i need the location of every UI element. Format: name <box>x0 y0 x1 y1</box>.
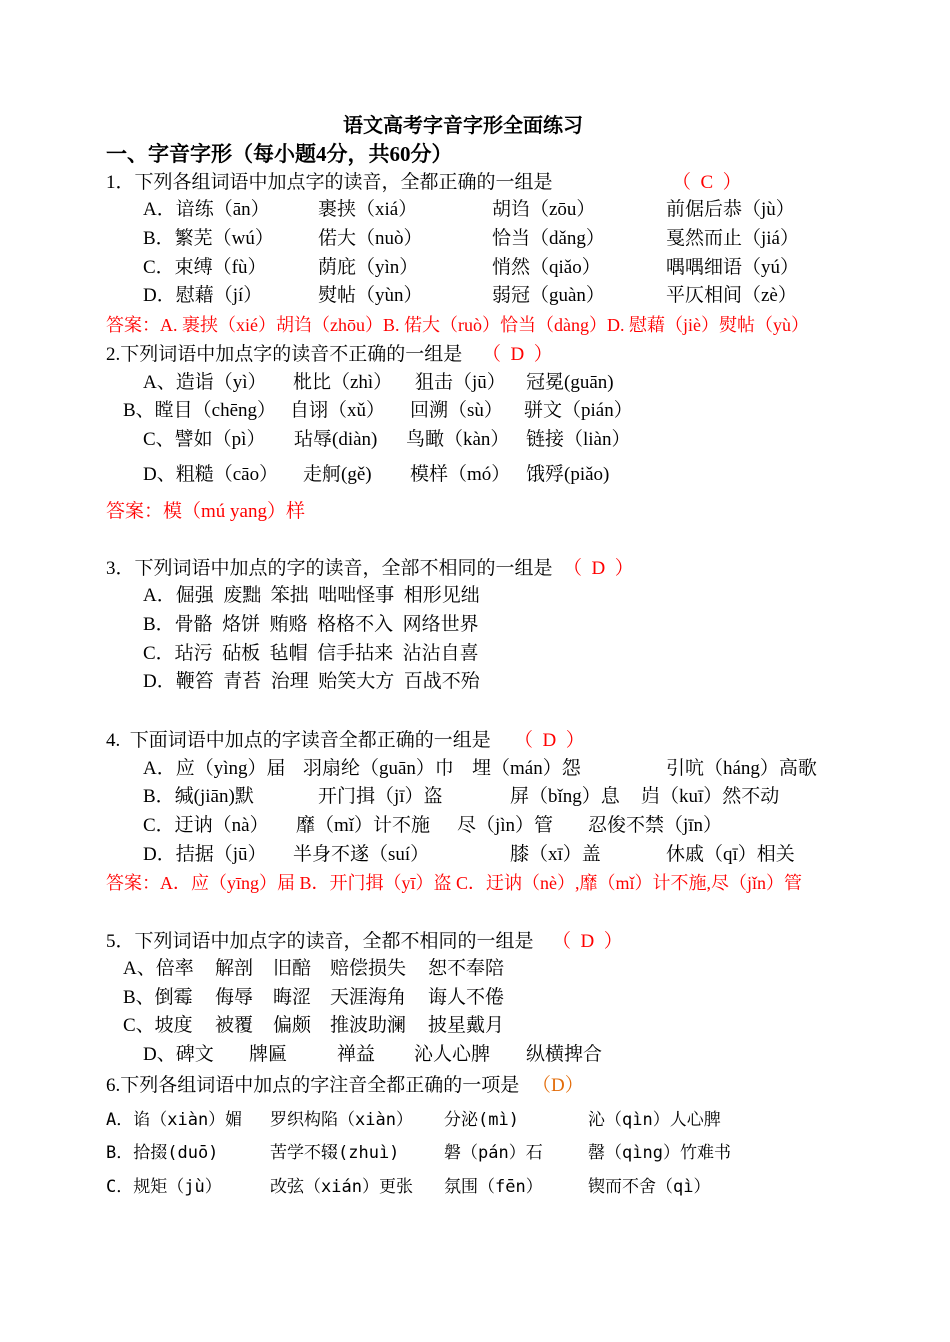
q2-option-a-2: 枇比（zhì） <box>293 372 393 393</box>
q5-option-b-1: B、倒霉 <box>123 987 193 1008</box>
q2-option-b-3: 回溯（sù） <box>410 400 503 421</box>
q5-option-c-5: 披星戴月 <box>428 1015 505 1036</box>
q3-stem: 3．下列词语中加点的字的读音，全部不相同的一组是 <box>106 558 553 579</box>
q6-option-b-4: 罄（qìng）竹难书 <box>588 1143 731 1163</box>
q6-stem: 6.下列各组词语中加点的字注音全都正确的一项是 <box>106 1075 520 1096</box>
q1-option-b-4: 戛然而止（jiá） <box>666 228 799 249</box>
q6-option-a-2: 罗织构陷（xiàn） <box>270 1110 413 1130</box>
q1-option-c-2: 荫庇（yìn） <box>318 257 419 278</box>
q4-option-a-4: 引吭（háng）高歌 <box>666 758 817 779</box>
q5-option-a-4: 赔偿损失 <box>330 958 407 979</box>
q5-option-c-4: 推波助澜 <box>330 1015 407 1036</box>
q1-option-a-1: A．谙练（ān） <box>143 199 270 220</box>
q1-option-a-4: 前倨后恭（jù） <box>666 199 795 220</box>
q2-option-d-1: D、粗糙（cāo） <box>143 464 279 485</box>
q4-option-a-3: 埋（mán）怨 <box>472 758 581 779</box>
q1-option-d-2: 熨帖（yùn） <box>318 285 423 306</box>
q4-option-b-2: 开门揖（jī）盗 <box>318 786 443 807</box>
q5-option-d-3: 禅益 <box>337 1044 376 1065</box>
q2-option-c-2: 玷辱(diàn) <box>294 429 378 450</box>
q6-option-c-3: 氛围（fēn） <box>444 1177 543 1197</box>
q1-option-a-3: 胡诌（zōu） <box>492 199 596 220</box>
q3-option-a: A．倔强 废黜 笨拙 咄咄怪事 相形见绌 <box>143 585 480 606</box>
q6-option-a-4: 沁（qìn）人心脾 <box>588 1110 721 1130</box>
q2-option-c-4: 链接（liàn） <box>526 429 631 450</box>
q4-explanation: 答案：A．应（yīng）届 B．开门揖（yī）盗 C．迂讷（nè）,靡（mǐ）计不施,尽（jǐn）管 <box>106 873 803 893</box>
q4-option-d-1: D．拮据（jū） <box>143 844 267 865</box>
q4-option-c-2: 靡（mǐ）计不施 <box>296 815 431 836</box>
q5-option-b-5: 诲人不倦 <box>428 987 505 1008</box>
q5-option-d-5: 纵横捭合 <box>526 1044 603 1065</box>
q5-option-b-2: 侮辱 <box>215 987 254 1008</box>
q6-option-b-1: B．拾掇(duō) <box>106 1143 219 1163</box>
q4-option-d-4: 休戚（qī）相关 <box>666 844 795 865</box>
q2-option-b-2: 自诩（xǔ） <box>290 400 386 421</box>
q5-option-c-3: 偏颇 <box>273 1015 312 1036</box>
q2-option-b-4: 骈文（pián） <box>524 400 633 421</box>
q2-option-a-3: 狙击（jū） <box>415 372 506 393</box>
q1-option-c-3: 悄然（qiǎo） <box>492 257 601 278</box>
q2-option-a-4: 冠冕(guān) <box>526 372 614 393</box>
section-heading: 一、字音字形（每小题4分，共60分） <box>106 142 453 166</box>
q4-option-a-2: 羽扇纶（guān）巾 <box>303 758 454 779</box>
q4-option-c-4: 忍俊不禁（jīn） <box>588 815 723 836</box>
q4-stem: 4. 下面词语中加点的字读音全都正确的一组是 <box>106 730 491 751</box>
q5-option-a-5: 恕不奉陪 <box>428 958 505 979</box>
q5-option-a-1: A、倍率 <box>123 958 194 979</box>
q5-option-a-3: 旧醅 <box>273 958 312 979</box>
q4-answer: （ D ） <box>514 730 585 751</box>
q4-option-b-1: B．缄(jiān)默 <box>143 786 254 807</box>
q6-option-a-3: 分泌(mì) <box>444 1110 519 1130</box>
q5-option-b-4: 天涯海角 <box>330 987 407 1008</box>
q1-option-d-3: 弱冠（guàn） <box>492 285 605 306</box>
q6-option-b-3: 磐（pán）石 <box>444 1143 543 1163</box>
q2-option-d-3: 模样（mó） <box>410 464 511 485</box>
q6-option-c-4: 锲而不舍（qì） <box>588 1177 711 1197</box>
q1-option-c-4: 喁喁细语（yú） <box>666 257 800 278</box>
q5-option-d-2: 牌匾 <box>249 1044 288 1065</box>
q2-explanation: 答案：模（mú yang）样 <box>106 501 305 522</box>
q4-option-d-2: 半身不遂（suí） <box>293 844 430 865</box>
q5-option-d-4: 沁人心脾 <box>414 1044 491 1065</box>
q6-option-c-2: 改弦（xián）更张 <box>270 1177 413 1197</box>
q6-answer: （D） <box>532 1075 584 1096</box>
q2-stem: 2.下列词语中加点字的读音不正确的一组是 <box>106 344 463 365</box>
q4-option-c-1: C．迂讷（nà） <box>143 815 269 836</box>
q6-option-c-1: C．规矩（jù） <box>106 1177 222 1197</box>
q1-stem: 1．下列各组词语中加点字的读音，全都正确的一组是 <box>106 172 553 193</box>
q3-option-d: D．鞭笞 青苔 治理 贻笑大方 百战不殆 <box>143 671 480 692</box>
q5-option-c-1: C、坡度 <box>123 1015 193 1036</box>
q4-option-b-4: 岿（kuī）然不动 <box>641 786 780 807</box>
q3-answer: （ D ） <box>563 558 634 579</box>
q5-option-c-2: 被覆 <box>215 1015 254 1036</box>
q3-option-c: C．玷污 砧板 毡帽 信手拈来 沾沾自喜 <box>143 643 479 664</box>
q4-option-b-3: 屏（bǐng）息 <box>510 786 620 807</box>
q1-answer: （ C ） <box>672 172 742 193</box>
q6-option-b-2: 苦学不辍(zhuì) <box>270 1143 400 1163</box>
q1-option-c-1: C．束缚（fù） <box>143 257 267 278</box>
q2-option-d-2: 走舸(gě) <box>303 464 372 485</box>
q2-option-c-3: 鸟瞰（kàn） <box>406 429 510 450</box>
q5-option-b-3: 晦涩 <box>273 987 312 1008</box>
q2-answer: （ D ） <box>482 344 553 365</box>
q1-option-a-2: 裹挟（xiá） <box>318 199 418 220</box>
q2-option-a-1: A、造诣（yì） <box>143 372 267 393</box>
q4-option-a-1: A．应（yìng）届 <box>143 758 286 779</box>
q1-explanation: 答案：A. 裹挟（xié）胡诌（zhōu）B. 偌大（ruò）恰当（dàng）D. 慰藉（jiè）熨帖（yù） <box>106 315 809 335</box>
q2-option-d-4: 饿殍(piǎo) <box>526 464 610 485</box>
q4-option-d-3: 膝（xī）盖 <box>510 844 601 865</box>
q2-option-c-1: C、譬如（pì） <box>143 429 266 450</box>
q1-option-d-4: 平仄相间（zè） <box>666 285 797 306</box>
q5-answer: （ D ） <box>552 931 623 952</box>
q1-option-b-3: 恰当（dǎng） <box>492 228 605 249</box>
q3-option-b: B．骨骼 烙饼 贿赂 格格不入 网络世界 <box>143 614 479 635</box>
q1-option-d-1: D．慰藉（jí） <box>143 285 263 306</box>
q1-option-b-1: B．繁芜（wú） <box>143 228 274 249</box>
q6-option-a-1: A．谄（xiàn）媚 <box>106 1110 243 1130</box>
q4-option-c-3: 尽（jìn）管 <box>457 815 554 836</box>
q5-stem: 5．下列词语中加点字的读音，全都不相同的一组是 <box>106 931 534 952</box>
q5-option-d-1: D、碑文 <box>143 1044 214 1065</box>
q2-option-b-1: B、瞠目（chēng） <box>123 400 277 421</box>
q5-option-a-2: 解剖 <box>215 958 254 979</box>
page-title: 语文高考字音字形全面练习 <box>343 115 583 137</box>
q1-option-b-2: 偌大（nuò） <box>318 228 423 249</box>
